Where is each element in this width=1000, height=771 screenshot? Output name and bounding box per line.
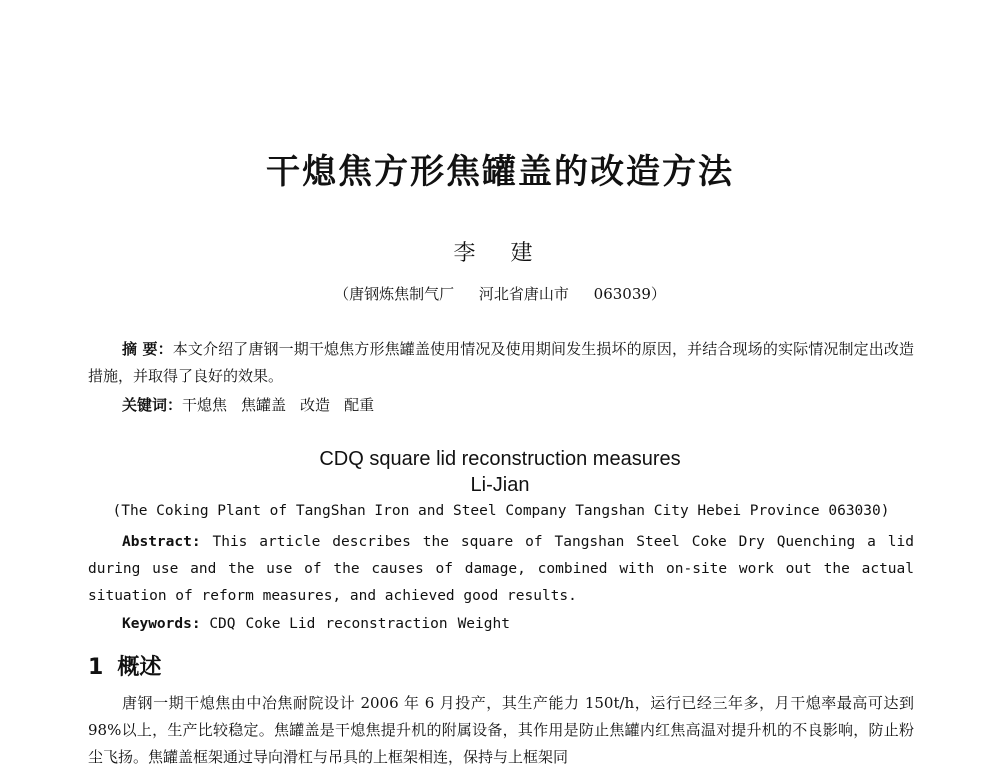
english-abstract-label: Abstract: <box>122 534 201 550</box>
chinese-keyword: 焦罐盖 <box>241 396 287 414</box>
body-paragraph: 唐钢一期干熄焦由中冶焦耐院设计 2006 年 6 月投产，其生产能力 150t/h，运行已经三年多，月干熄率最高可达到 98%以上，生产比较稳定。焦罐盖是干熄焦提升机的附属设备，其作用是防止焦罐内红焦高温对提升机的不良影响，防止粉尘飞扬。焦罐盖框架通过导向滑杠与吊具的上框架相连，保持与上框架同 <box>88 694 914 766</box>
english-affiliation: (The Coking Plant of TangShan Iron and Steel Company Tangshan City Hebei Province 063030) <box>112 503 890 519</box>
english-title: CDQ square lid reconstruction measures <box>319 448 681 470</box>
chinese-abstract-text: 本文介绍了唐钢一期干熄焦方形焦罐盖使用情况及使用期间发生损坏的原因，并结合现场的实际情况制定出改造措施，并取得了良好的效果。 <box>88 340 914 385</box>
english-keyword: Weight <box>457 616 510 632</box>
english-abstract <box>88 529 914 610</box>
chinese-abstract-label: 摘 要： <box>122 340 173 358</box>
english-keywords-label: Keywords: <box>122 616 201 632</box>
chinese-abstract <box>88 336 914 390</box>
author-name: 李 建 <box>453 241 547 266</box>
chinese-keywords <box>88 393 914 417</box>
affiliation-location: 河北省唐山市 <box>478 285 569 303</box>
english-keyword: CDQ <box>209 616 236 632</box>
section-title: 概述 <box>117 655 162 680</box>
section-heading <box>88 650 161 681</box>
english-author: Li-Jian <box>470 474 530 496</box>
english-keywords <box>88 612 914 636</box>
chinese-keyword: 改造 <box>300 396 331 414</box>
affiliation-org: （唐钢炼焦制气厂 <box>334 285 455 303</box>
chinese-keyword: 配重 <box>344 396 375 414</box>
section-number: 1 <box>88 655 104 680</box>
english-abstract-text: This article describes the square of Tangshan Steel Coke Dry Quenching a lid during use and the use of the causes of damage, combined with on-site work out the actual situation of reform measures, and achieved good results. <box>88 534 914 604</box>
english-keyword: Coke Lid <box>245 616 316 632</box>
affiliation-postcode: 063039） <box>593 285 666 303</box>
paper-title: 干熄焦方形焦罐盖的改造方法 <box>266 152 734 192</box>
chinese-keywords-label: 关键词： <box>122 396 183 414</box>
english-keyword: reconstraction <box>325 616 448 632</box>
affiliation <box>0 283 1000 304</box>
chinese-keyword: 干熄焦 <box>182 396 228 414</box>
